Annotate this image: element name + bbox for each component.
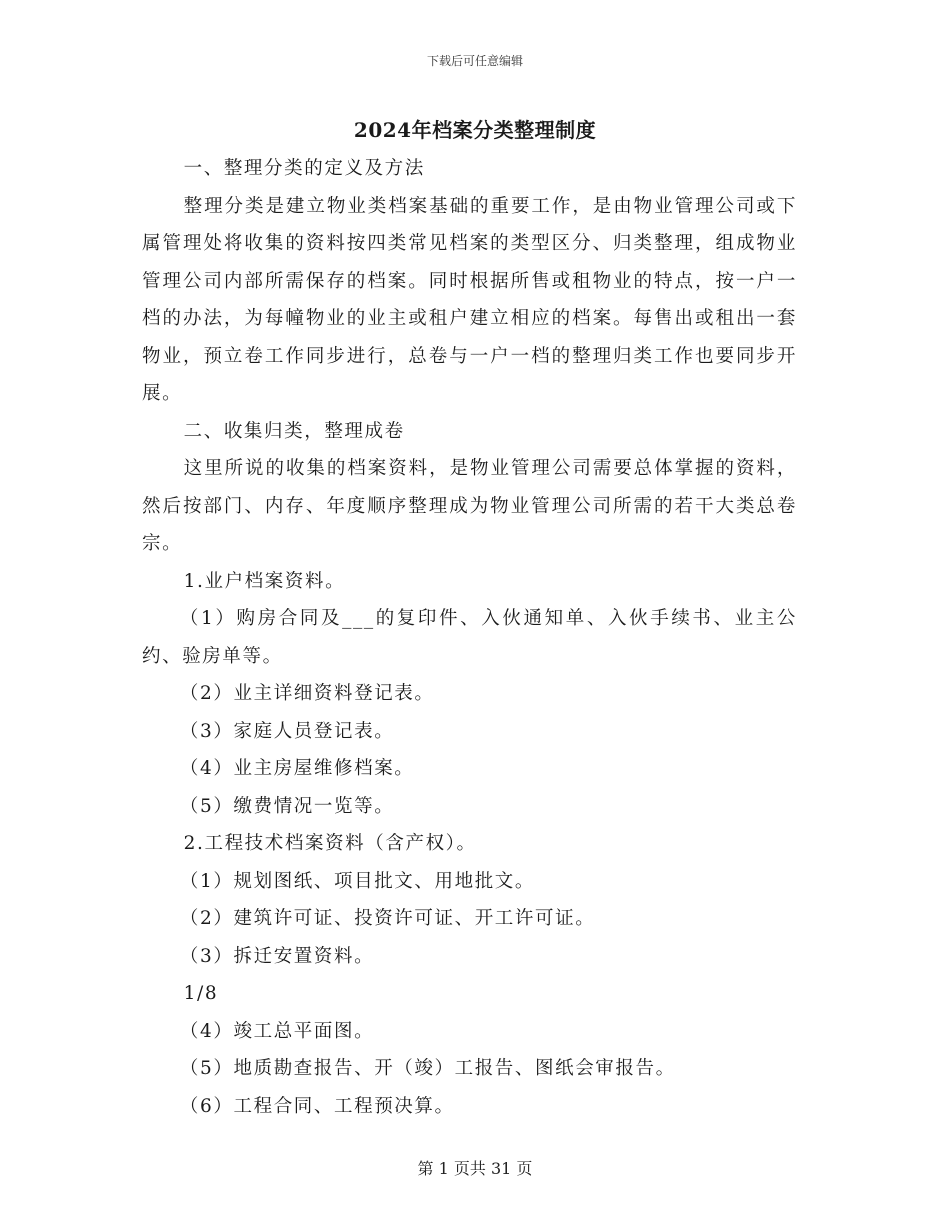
list-item: （6）工程合同、工程预决算。 [179,1095,455,1117]
list-item: （2）建筑许可证、投资许可证、开工许可证。 [179,908,596,929]
list-item: （3）家庭人员登记表。 [179,720,395,742]
list-heading: 1.业户档案资料。 [183,570,346,592]
document-body [142,150,797,1125]
paragraph: 整理分类是建立物业类档案基础的重要工作，是由物业管理公司或下属管理处将收集的资料按四类常见档案的类型区分、归类整理，组成物业管理公司内部所需保存的档案。同时根据所售或租物业的特点，按一户一档的办法，为每幢物业的业主或租户建立相应的档案。每售出或租出一套物业，预立卷工作同步进行，总卷与一户一档的整理归类工作也要同步开展。 [142,195,797,404]
list-item: （5）缴费情况一览等。 [179,795,395,817]
list-item: （4）竣工总平面图。 [179,1020,375,1042]
section-heading: 二、收集归类，整理成卷 [183,420,405,442]
list-item: （2）业主详细资料登记表。 [179,683,435,704]
list-item: （4）业主房屋维修档案。 [179,758,415,779]
list-item: （3）拆迁安置资料。 [179,945,375,967]
list-item: （1）购房合同及___的复印件、入伙通知单、入伙手续书、业主公约、验房单等。 [142,608,797,667]
document-title: 2024年档案分类整理制度 [353,118,597,142]
page-fraction: 1/8 [183,983,219,1004]
section-heading: 一、整理分类的定义及方法 [183,158,425,179]
list-item: （5）地质勘查报告、开（竣）工报告、图纸会审报告。 [179,1058,676,1079]
page-header: 下载后可任意编辑 [426,54,523,68]
page-footer: 第 1 页共 31 页 [417,1159,533,1178]
list-heading: 2.工程技术档案资料（含产权）。 [183,833,477,854]
paragraph: 这里所说的收集的档案资料，是物业管理公司需要总体掌握的资料，然后按部门、内存、年度顺序整理成为物业管理公司所需的若干大类总卷宗。 [142,458,797,554]
list-item: （1）规划图纸、项目批文、用地批文。 [179,870,535,892]
